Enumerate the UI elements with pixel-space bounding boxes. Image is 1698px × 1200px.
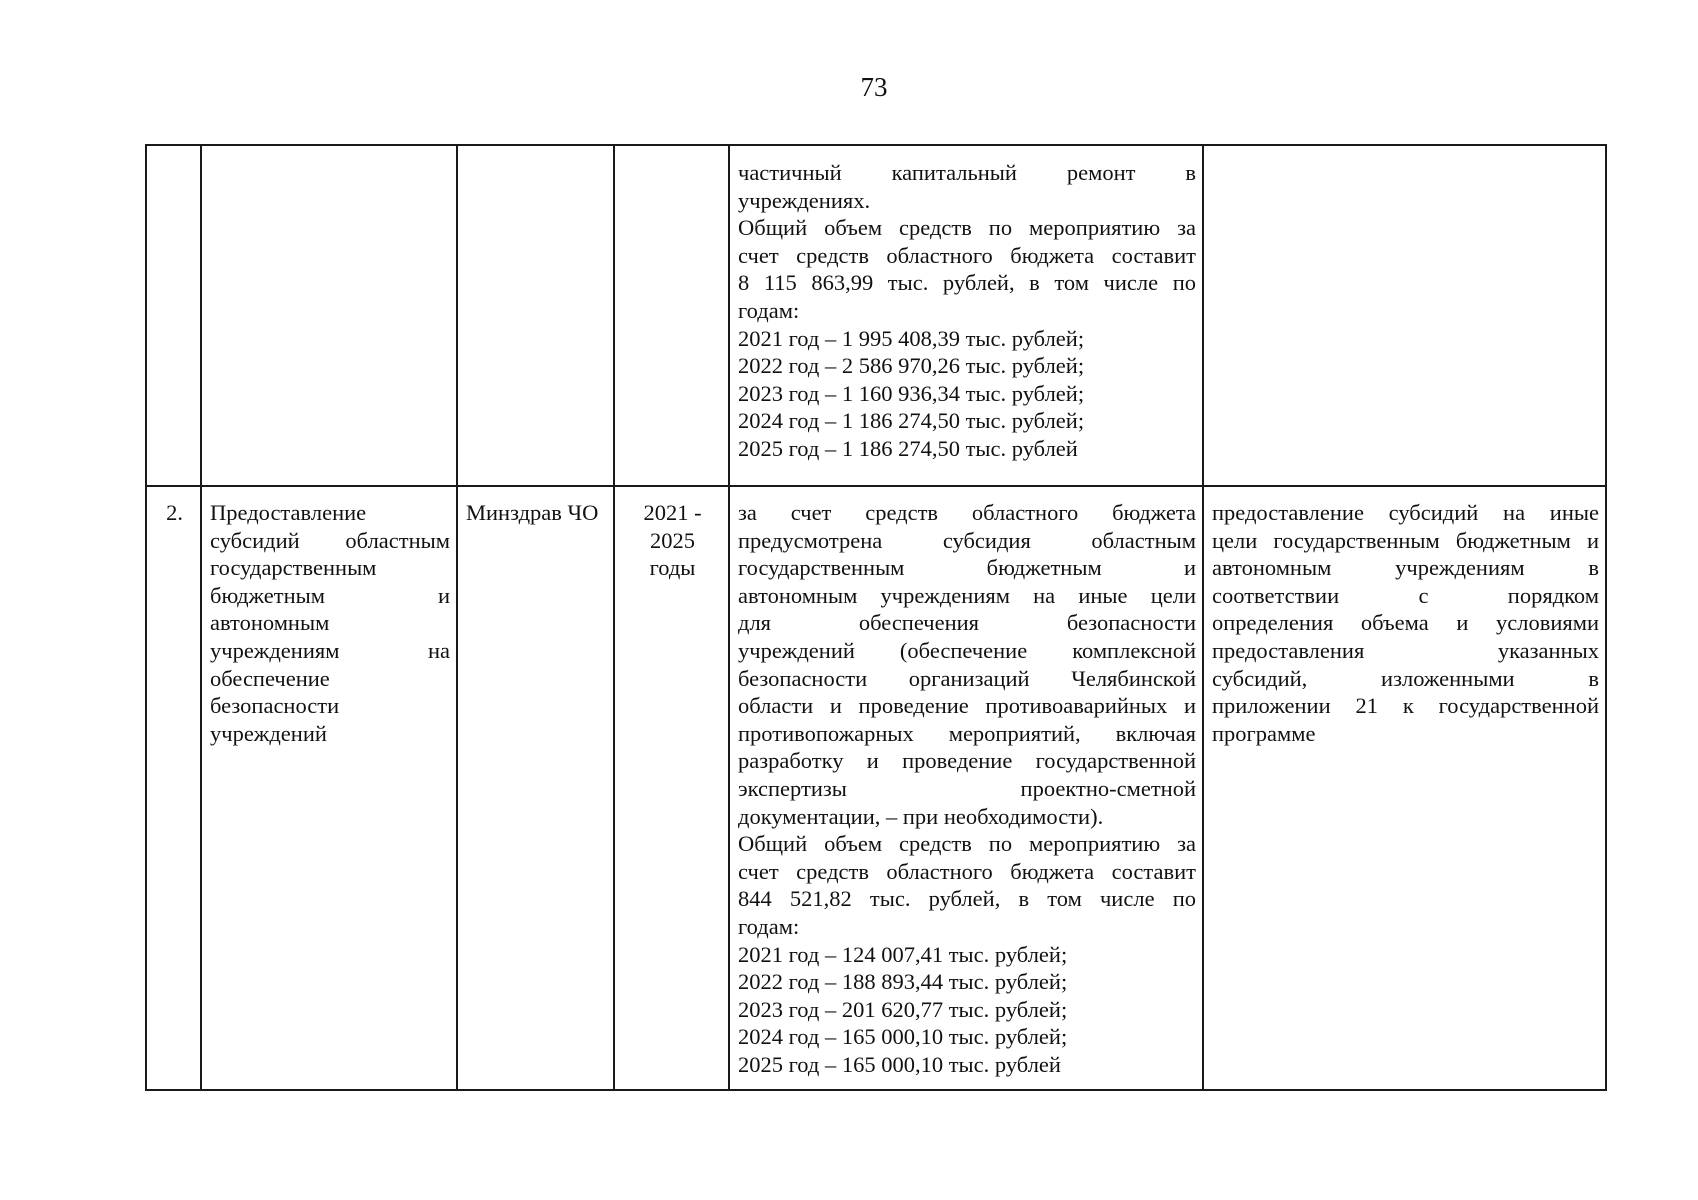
year-amount: 2024 год – 165 000,10 тыс. рублей; [738,1024,1068,1050]
table-row-2 [146,486,1606,1090]
text-line: Общий объем средств по мероприятию за [738,831,1196,857]
cell-executor [457,145,614,486]
year-amount: 2025 год – 165 000,10 тыс. рублей [738,1051,1061,1077]
page-number: 73 [860,72,888,102]
text-line: программе [1212,720,1316,746]
cell-number: 2. [146,486,201,1090]
text-line: цели государственным бюджетным и [1212,527,1599,553]
text-line: за счет средств областного бюджета [738,500,1196,525]
text-line: субсидий, изложенными в [1212,665,1599,691]
text-line: автономным [210,610,330,636]
text-line: Предоставление [210,500,367,525]
cell-result [1203,145,1606,486]
text-line: годы [649,555,696,581]
text-line: определения объема и условиями [1212,610,1599,636]
text-line: автономным учреждениям на иные цели [738,582,1196,608]
year-amount: 2022 год – 188 893,44 тыс. рублей; [738,969,1068,995]
text-line: документации, – при необходимости). [738,803,1104,829]
text-line: области и проведение противоаварийных и [738,693,1196,719]
cell-description [729,486,1203,1090]
cell-executor: Минздрав ЧО [457,486,614,1090]
text-line: частичный капитальный ремонт в [738,160,1196,185]
cell-period [614,145,729,486]
text-line: годам: [738,297,800,323]
cell-result [1203,486,1606,1090]
year-amount: 2021 год – 124 007,41 тыс. рублей; [738,941,1068,967]
text-line: предоставления указанных [1212,637,1599,663]
text-line: учреждениях. [738,187,871,213]
text-line: учреждениям на [210,637,450,663]
text-line: противопожарных мероприятий, включая [738,720,1196,746]
cell-number [146,145,201,486]
text-line: автономным учреждениям в [1212,555,1599,581]
text-line: 8 115 863,99 тыс. рублей, в том числе по [738,270,1196,296]
text-line: 844 521,82 тыс. рублей, в том числе по [738,886,1196,912]
text-line: безопасности организаций Челябинской [738,665,1196,691]
text-line: счет средств областного бюджета составит [738,858,1196,884]
year-amount: 2024 год – 1 186 274,50 тыс. рублей; [738,408,1085,434]
text-line: предоставление субсидий на иные [1212,500,1599,525]
text-line: экспертизы проектно-сметной [738,775,1196,801]
text-line: безопасности [210,693,340,719]
table-row-continuation [146,145,1606,486]
text-line: учреждений [210,720,327,746]
text-line: счет средств областного бюджета составит [738,242,1196,268]
cell-period [614,486,729,1090]
text-line: для обеспечения безопасности [738,610,1196,636]
program-activities-table [145,144,1607,1091]
cell-description [729,145,1203,486]
text-line: 2025 [650,527,695,553]
text-line: годам: [738,913,800,939]
year-amount: 2023 год – 1 160 936,34 тыс. рублей; [738,380,1085,406]
text-line: обеспечение [210,665,330,691]
text-line: государственным [210,555,377,581]
year-amount: 2022 год – 2 586 970,26 тыс. рублей; [738,353,1085,379]
text-line: 2021 - [643,500,702,525]
text-line: разработку и проведение государственной [738,748,1196,774]
text-line: приложении 21 к государственной [1212,693,1599,719]
text-line: Общий объем средств по мероприятию за [738,215,1196,241]
year-amount: 2023 год – 201 620,77 тыс. рублей; [738,996,1068,1022]
text-line: субсидий областным [210,527,450,553]
year-amount: 2025 год – 1 186 274,50 тыс. рублей [738,435,1078,461]
text-line: предусмотрена субсидия областным [738,527,1196,553]
text-line: государственным бюджетным и [738,555,1196,581]
cell-name [201,486,457,1090]
text-line: соответствии с порядком [1212,582,1599,608]
text-line: учреждений (обеспечение комплексной [738,637,1196,663]
cell-name [201,145,457,486]
year-amount: 2021 год – 1 995 408,39 тыс. рублей; [738,325,1085,351]
text-line: бюджетным и [210,582,450,608]
